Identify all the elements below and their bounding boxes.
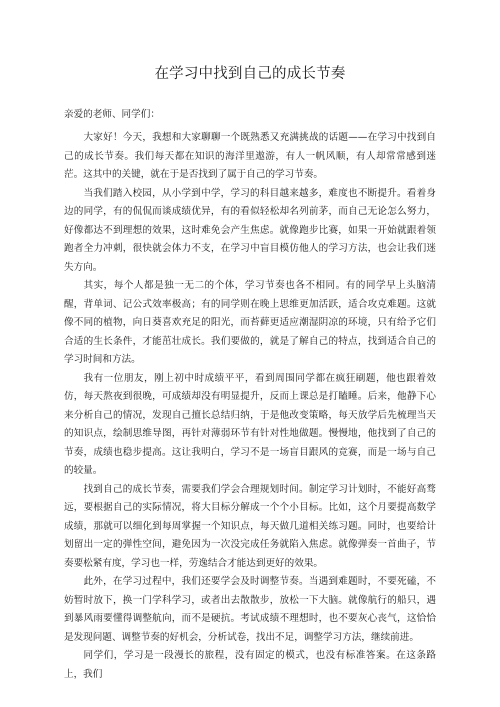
paragraph-time-planning: 找到自己的成长节奏，需要我们学会合理规划时间。制定学习计划时，不能好高骛远，要根据自己的实际情况，将大目标分解成一个个小目标。比如，这个月要提高数学成绩，那就可以细化到每周掌握一个知识点，每天做几道相关练习题。同时，也要给计划留出一定的弹性空间，避免因为一次没完成任务就陷入焦虑。就像弹奏一首曲子，节奏要松紧有度，学习也一样，劳逸结合才能达到更好的效果。 [64, 483, 436, 569]
paragraph-greeting: 大家好！今天，我想和大家聊聊一个既熟悉又充满挑战的话题——在学习中找到自己的成长节奏。我们每天都在知识的海洋里遨游，有人一帆风顺，有人却常常感到迷茫。这其中的关键，就在于是否找到了属于自己的学习节奏。 [64, 132, 436, 180]
paragraph-friend-story: 我有一位朋友，刚上初中时成绩平平，看到周围同学都在疯狂刷题，他也跟着效仿，每天熬夜到很晚，可成绩却没有明显提升，反而上课总是打瞌睡。后来，他静下心来分析自己的情况，发现自己擅长总结归纳，于是他改变策略，每天放学后先梳理当天的知识点，绘制思维导图，再针对薄弱环节有针对性地做题。慢慢地，他找到了自己的节奏，成绩也稳步提高。这让我明白，学习不是一场盲目跟风的竞赛，而是一场与自己的较量。 [64, 372, 436, 476]
paragraph-unique-rhythm: 其实，每个人都是独一无二的个体，学习节奏也各不相同。有的同学早上头脑清醒，背单词、记公式效率极高；有的同学则在晚上思维更加活跃，适合攻克难题。这就像不同的植物，向日葵喜欢充足的阳光，而苔藓更适应潮湿阴凉的环境，只有给予它们合适的生长条件，才能茁壮成长。我们要做的，就是了解自己的特点，找到适合自己的学习时间和方法。 [64, 280, 436, 365]
paragraph-adjust-rhythm: 此外，在学习过程中，我们还要学会及时调整节奏。当遇到难题时，不要死磕，不妨暂时放下，换一门学科学习，或者出去散散步，放松一下大脑。就像航行的船只，遇到暴风雨要懂得调整航向，而不是硬抗。考试成绩不理想时，也不要灰心丧气，这恰恰是发现问题、调整节奏的好机会，分析试卷，找出不足，调整学习方法，继续前进。 [64, 576, 436, 643]
paragraph-conclusion: 同学们，学习是一段漫长的旅程，没有固定的模式，也没有标准答案。在这条路上，我们 [64, 650, 436, 680]
document-title: 在学习中找到自己的成长节奏 [154, 66, 346, 82]
salutation: 亲爱的老师、同学们： [64, 109, 160, 120]
paragraph-school-pressure: 当我们踏入校园，从小学到中学，学习的科目越来越多，难度也不断提升。看着身边的同学，有的侃侃而谈成绩优异，有的看似轻松却名列前茅，而自己无论怎么努力，好像都达不到理想的效果，这时难免会产生焦虑。就像跑步比赛，如果一开始就跟着领跑者全力冲刺，很快就会体力不支，在学习中盲目模仿他人的学习方法，也会让我们迷失方向。 [64, 187, 436, 273]
